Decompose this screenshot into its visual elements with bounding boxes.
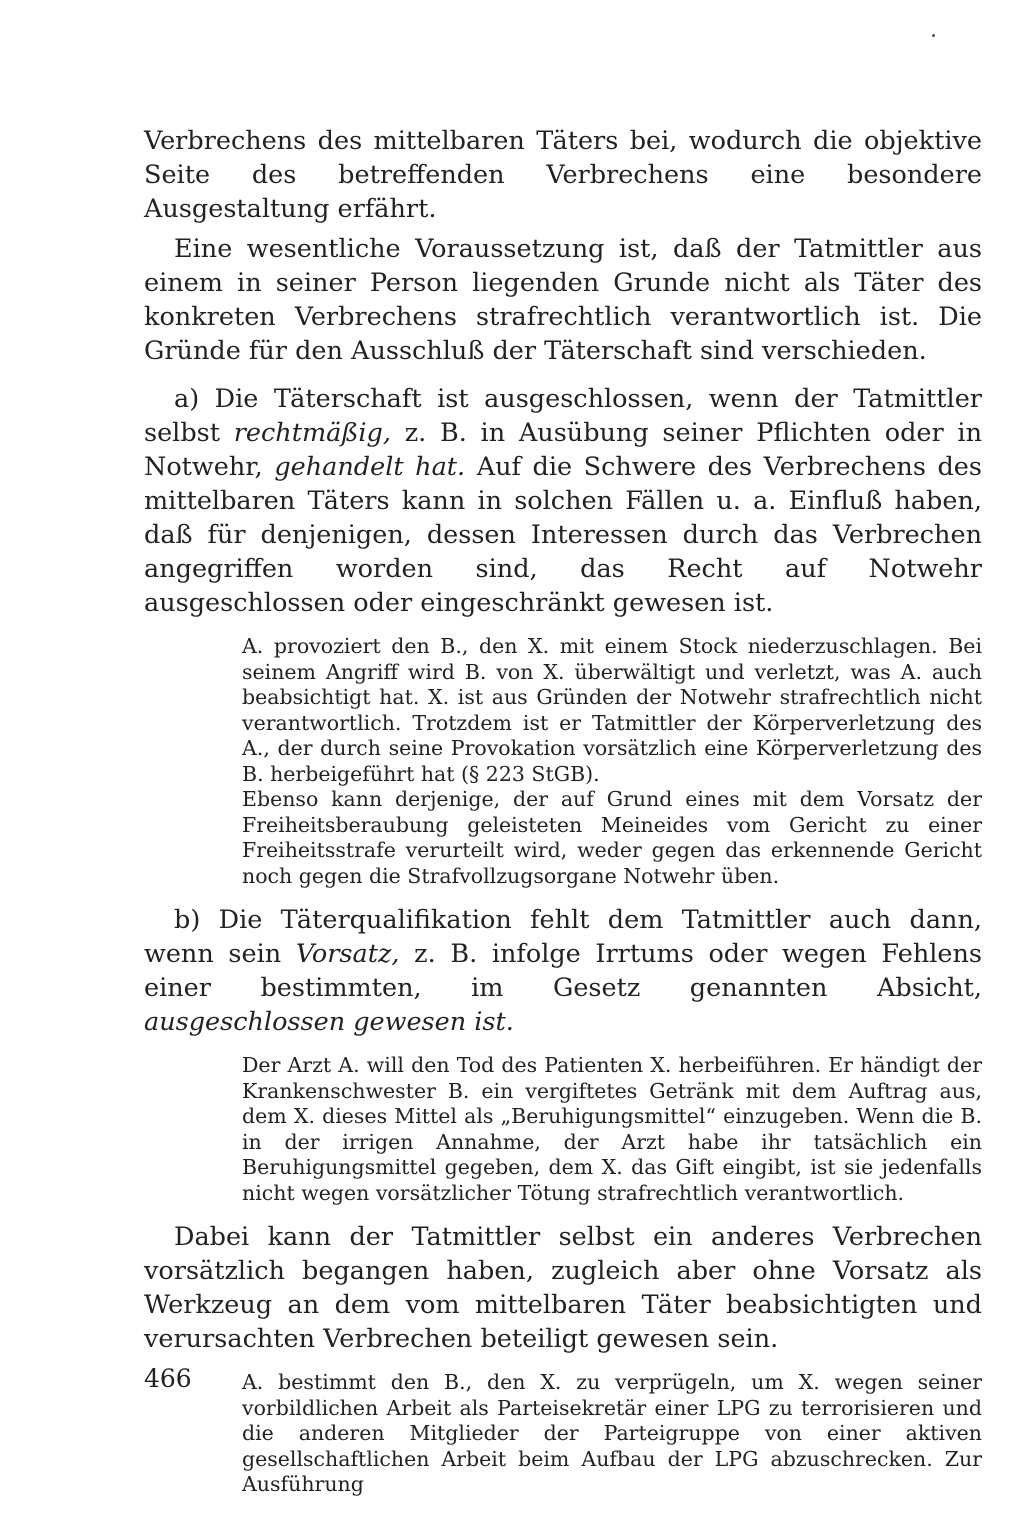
case-b-text-2: z. B. infolge Irrtums oder wegen Fehlens einer bestimmten, im Gesetz genannten Absicht,	[144, 939, 983, 1003]
case-a-text-1: a) Die Täterschaft ist ausgeschlossen, wenn der Tatmittler selbst	[144, 384, 982, 448]
case-a-emphasis-2: gehandelt hat.	[274, 452, 466, 482]
paragraph-other-crime: Dabei kann der Tatmittler selbst ein anderes Verbrechen vorsätzlich begangen haben, zugleich aber ohne Vorsatz als Werkzeug an dem vom mittelbaren Täter beabsichtigten und verursachten Verbrechen beteiligt gewesen sein.	[144, 1222, 982, 1354]
example-lpg: A. bestimmt den B., den X. zu verprügeln, um X. wegen seiner vorbildlichen Arbeit als Parteisekretär einer LPG zu terrorisieren und die anderen Mitglieder der Parteigruppe von einer aktiven gesellschaftlichen Arbeit beim Aufbau der LPG abzuschrecken. Zur Ausführung	[242, 1370, 982, 1496]
example-doctor: Der Arzt A. will den Tod des Patienten X. herbeiführen. Er händigt der Krankenschwester B. ein vergiftetes Getränk mit dem Auftrag aus, dem X. dieses Mittel als „Beruhigungsmittel“ einzugeben. Wenn die B. in der irrigen Annahme, der Arzt habe ihr tatsächlich ein Beruhigungsmittel gegeben, dem X. das Gift eingibt, ist sie jedenfalls nicht wegen vorsätzlicher Tötung strafrechtlich verantwortlich.	[242, 1053, 982, 1205]
paragraph-case-b	[144, 903, 982, 1039]
scan-speck	[932, 34, 935, 37]
paragraph-case-a	[144, 382, 982, 620]
example-provocation: A. provoziert den B., den X. mit einem Stock niederzuschlagen. Bei seinem Angriff wird B. von X. überwältigt und verletzt, was A. auch beabsichtigt hat. X. ist aus Gründen der Notwehr strafrechtlich nicht verantwortlich. Trotzdem ist er Tatmittler der Körperverletzung des A., der durch seine Provokation vorsätzlich eine Körperverletzung des B. herbeigeführt hat (§ 223 StGB).	[242, 634, 982, 786]
case-a-text-2: z. B. in Ausübung seiner Pflichten oder in Notwehr,	[144, 418, 982, 482]
case-a-emphasis-1: rechtmäßig,	[233, 418, 391, 448]
case-b-text-1: b) Die Täterqualifikation fehlt dem Tatmittler auch dann, wenn sein	[144, 905, 982, 969]
case-a-text-3: Auf die Schwere des Verbrechens des mittelbaren Täters kann in solchen Fällen u. a. Einfluß haben, daß für denjenigen, dessen Interessen durch das Verbrechen angegriffen worden sind, das Recht auf Notwehr ausgeschlossen oder eingeschränkt gewesen ist.	[144, 452, 982, 618]
case-b-emphasis-2: ausgeschlossen gewesen ist.	[144, 1007, 514, 1037]
text-column	[144, 124, 982, 1498]
example-perjury: Ebenso kann derjenige, der auf Grund eines mit dem Vorsatz der Freiheitsberaubung geleisteten Meineides vom Gericht zu einer Freiheitsstrafe verurteilt wird, weder gegen das erkennende Gericht noch gegen die Strafvollzugsorgane Notwehr üben.	[242, 787, 982, 888]
page-number: 466	[144, 1364, 192, 1393]
paragraph-continuation: Verbrechens des mittelbaren Täters bei, wodurch die objektive Seite des betreffenden Verbrechens eine besondere Ausgestaltung erfährt.	[144, 126, 982, 224]
paragraph-requirement: Eine wesentliche Voraussetzung ist, daß der Tatmittler aus einem in seiner Person liegenden Grunde nicht als Täter des konkreten Verbrechens strafrechtlich verantwortlich ist. Die Gründe für den Ausschluß der Täterschaft sind verschieden.	[144, 234, 982, 366]
case-b-emphasis-1: Vorsatz,	[295, 939, 400, 969]
